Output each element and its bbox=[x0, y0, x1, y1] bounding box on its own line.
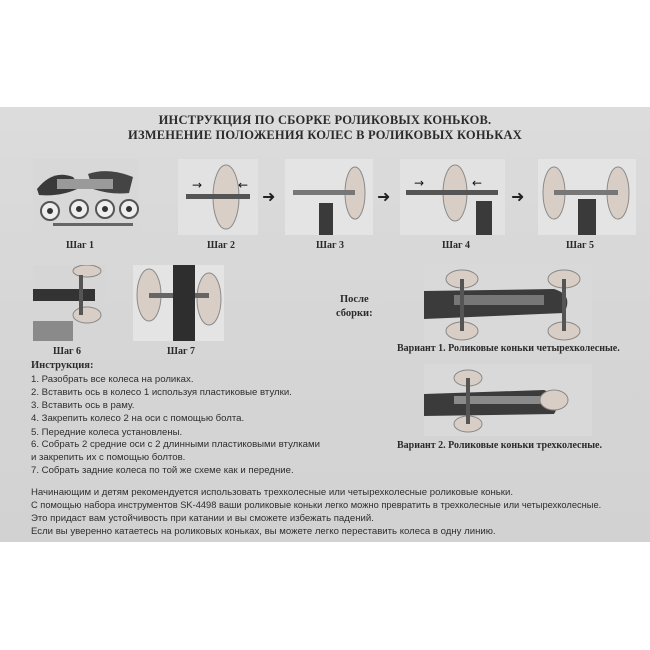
arrow-right-icon: ➜ bbox=[377, 187, 391, 206]
footer-line: Это придаст вам устойчивость при катании и вы сможете избежать падений. bbox=[31, 513, 374, 524]
instruction-item: 2. Вставить ось в колесо 1 используя пластиковые втулки. bbox=[31, 387, 292, 398]
instructions-heading: Инструкция: bbox=[31, 360, 94, 371]
step-6-photo bbox=[33, 265, 105, 341]
footer-line: С помощью набора инструментов SK-4498 ваши роликовые коньки легко можно превратить в трехколесные или четырехколесные. bbox=[31, 500, 602, 510]
svg-text:←: ← bbox=[238, 178, 249, 192]
step-5-photo bbox=[538, 159, 636, 235]
instruction-item: и закрепить их с помощью болтов. bbox=[31, 452, 186, 463]
arrow-right-icon: ➜ bbox=[262, 187, 276, 206]
instruction-item: 1. Разобрать все колеса на роликах. bbox=[31, 374, 194, 385]
instruction-item: 5. Передние колеса установлены. bbox=[31, 427, 183, 438]
svg-text:→: → bbox=[414, 176, 425, 190]
instruction-item: 3. Вставить ось в раму. bbox=[31, 400, 135, 411]
footer-line: Если вы уверенно катаетесь на роликовых коньках, вы можете легко переставить колеса в одну линию. bbox=[31, 526, 496, 537]
instruction-item: 4. Закрепить колесо 2 на оси с помощью болта. bbox=[31, 413, 245, 424]
svg-text:←: ← bbox=[472, 176, 483, 190]
step-1-label: Шаг 1 bbox=[66, 240, 95, 251]
arrow-right-icon: ➜ bbox=[511, 187, 525, 206]
instruction-sheet bbox=[0, 107, 650, 542]
variant-1-photo bbox=[424, 265, 592, 345]
step-7-label: Шаг 7 bbox=[167, 346, 196, 357]
step-3-label: Шаг 3 bbox=[316, 240, 345, 251]
step-5-label: Шаг 5 bbox=[566, 240, 595, 251]
variant-2-label: Вариант 2. Роликовые коньки трехколесные. bbox=[397, 440, 602, 451]
instruction-item: 6. Собрать 2 средние оси с 2 длинными пластиковыми втулками bbox=[31, 439, 320, 450]
instruction-item: 7. Собрать задние колеса по той же схеме как и передние. bbox=[31, 465, 294, 476]
step-2-label: Шаг 2 bbox=[207, 240, 236, 251]
footer-line: Начинающим и детям рекомендуется использовать трехколесные или четырехколесные роликовые коньки. bbox=[31, 487, 514, 498]
step-2-photo bbox=[178, 159, 258, 235]
svg-text:→: → bbox=[192, 178, 203, 192]
after-assembly-line-2: сборки: bbox=[336, 308, 373, 319]
step-3-photo bbox=[285, 159, 373, 235]
step-7-photo bbox=[133, 265, 224, 341]
variant-1-label: Вариант 1. Роликовые коньки четырехколесные. bbox=[397, 343, 620, 354]
step-4-photo bbox=[400, 159, 505, 235]
title-line-2: ИЗМЕНЕНИЕ ПОЛОЖЕНИЯ КОЛЕС В РОЛИКОВЫХ КОНЬКАХ bbox=[128, 128, 522, 142]
step-6-label: Шаг 6 bbox=[53, 346, 82, 357]
title-line-1: ИНСТРУКЦИЯ ПО СБОРКЕ РОЛИКОВЫХ КОНЬКОВ. bbox=[158, 113, 492, 127]
variant-2-photo bbox=[424, 364, 592, 436]
after-assembly-line-1: После bbox=[340, 294, 369, 305]
step-4-label: Шаг 4 bbox=[442, 240, 471, 251]
step-1-photo bbox=[33, 159, 139, 235]
